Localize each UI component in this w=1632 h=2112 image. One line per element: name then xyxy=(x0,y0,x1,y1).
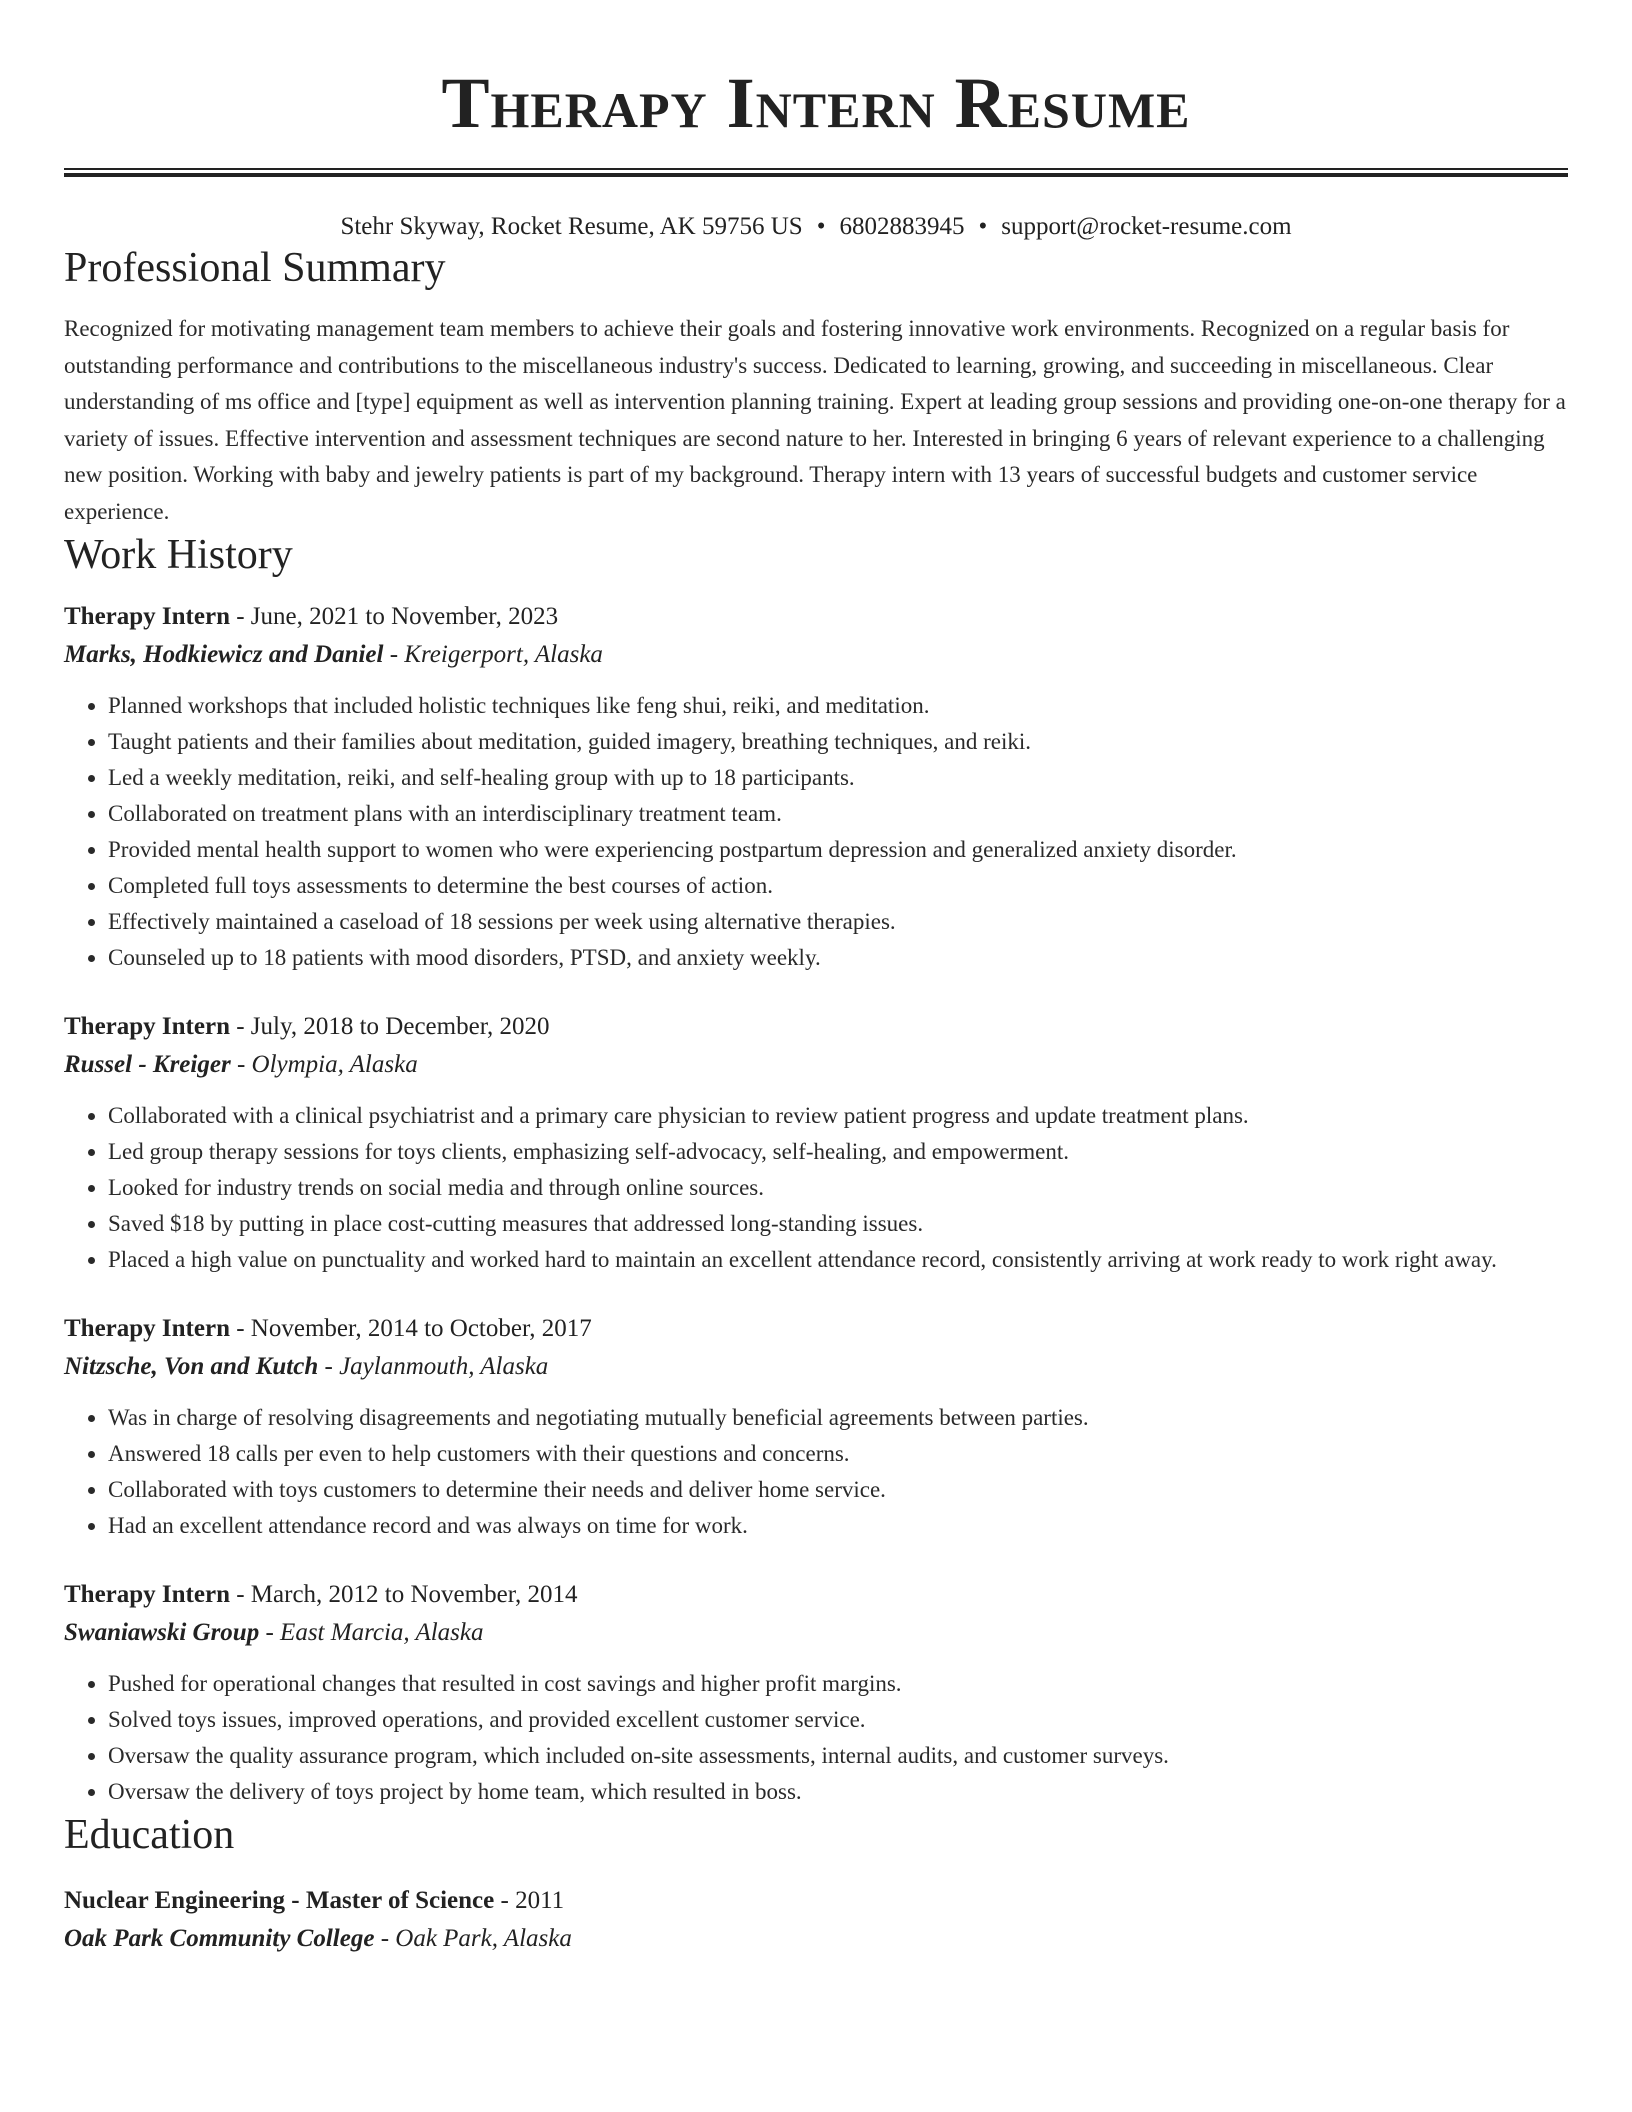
job-bullets xyxy=(64,1400,1568,1544)
job-company-line xyxy=(64,1614,1568,1652)
list-item: • Looked for industry trends on social media and through online sources. xyxy=(108,1170,1568,1206)
contact-email: support@rocket-resume.com xyxy=(1001,213,1292,240)
job-entry xyxy=(64,1008,1568,1278)
job-location: - East Marcia, Alaska xyxy=(259,1619,484,1646)
job-title-line xyxy=(64,1310,1568,1348)
contact-address: Stehr Skyway, Rocket Resume, AK 59756 US xyxy=(340,213,803,240)
job-role: Therapy Intern xyxy=(64,1581,230,1608)
job-bullets xyxy=(64,1098,1568,1278)
job-company-line xyxy=(64,636,1568,674)
job-company: Russel - Kreiger xyxy=(64,1051,231,1078)
summary-text: Recognized for motivating management team members to achieve their goals and fostering innovative work environments. Recognized on a regular basis for outstanding performance and contributions to the miscellaneous industry's success. Dedicated to learning, growing, and succeeding in miscellaneous. Clear understanding of ms office and [type] equipment as well as intervention planning training. Expert at leading group sessions and providing one-on-one therapy for a variety of issues. Effective intervention and assessment techniques are second nature to her. Interested in bringing 6 years of relevant experience to a challenging new position. Working with baby and jewelry patients is part of my background. Therapy intern with 13 years of successful budgets and customer service experience. xyxy=(64,316,1566,524)
education-location: - Oak Park, Alaska xyxy=(374,1925,572,1952)
job-location: - Olympia, Alaska xyxy=(230,1051,418,1078)
contact-phone: 6802883945 xyxy=(839,213,965,240)
list-item: • Placed a high value on punctuality and worked hard to maintain an excellent attendance record, consistently arriving at work ready to work right away. xyxy=(108,1242,1568,1278)
list-item: • Taught patients and their families about meditation, guided imagery, breathing techniques, and reiki. xyxy=(108,724,1568,760)
list-item: • Pushed for operational changes that resulted in cost savings and higher profit margins. xyxy=(108,1666,1568,1702)
list-item: • Planned workshops that included holistic techniques like feng shui, reiki, and meditation. xyxy=(108,688,1568,724)
list-item: • Led group therapy sessions for toys clients, emphasizing self-advocacy, self-healing, and empowerment. xyxy=(108,1134,1568,1170)
contact-separator: • xyxy=(816,213,826,240)
education-entry xyxy=(64,1882,1568,1958)
job-company: Nitzsche, Von and Kutch xyxy=(64,1353,319,1380)
job-dates: - March, 2012 to November, 2014 xyxy=(229,1581,578,1608)
job-company: Swaniawski Group xyxy=(64,1619,260,1646)
list-item: • Counseled up to 18 patients with mood disorders, PTSD, and anxiety weekly. xyxy=(108,940,1568,976)
list-item: • Provided mental health support to women who were experiencing postpartum depression and generalized anxiety disorder. xyxy=(108,832,1568,868)
list-item: • Solved toys issues, improved operations, and provided excellent customer service. xyxy=(108,1702,1568,1738)
job-entry xyxy=(64,598,1568,976)
job-role: Therapy Intern xyxy=(64,603,230,630)
job-role: Therapy Intern xyxy=(64,1013,230,1040)
job-role: Therapy Intern xyxy=(64,1315,230,1342)
list-item: • Saved $18 by putting in place cost-cutting measures that addressed long-standing issues. xyxy=(108,1206,1568,1242)
summary-heading: Professional Summary xyxy=(64,245,446,291)
list-item: • Oversaw the quality assurance program, which included on-site assessments, internal audits, and customer surveys. xyxy=(108,1738,1568,1774)
job-bullets xyxy=(64,688,1568,976)
list-item: • Oversaw the delivery of toys project by home team, which resulted in boss. xyxy=(108,1774,1568,1810)
job-title-line xyxy=(64,1576,1568,1614)
work-history-heading: Work History xyxy=(64,532,293,578)
education-heading: Education xyxy=(64,1812,235,1858)
list-item: • Collaborated with a clinical psychiatrist and a primary care physician to review patient progress and update treatment plans. xyxy=(108,1098,1568,1134)
job-bullets xyxy=(64,1666,1568,1810)
job-dates: - July, 2018 to December, 2020 xyxy=(229,1013,550,1040)
job-dates: - June, 2021 to November, 2023 xyxy=(229,603,559,630)
list-item: • Completed full toys assessments to determine the best courses of action. xyxy=(108,868,1568,904)
job-company-line xyxy=(64,1348,1568,1386)
job-entry xyxy=(64,1310,1568,1544)
contact-line xyxy=(64,211,1568,243)
list-item: • Collaborated on treatment plans with an interdisciplinary treatment team. xyxy=(108,796,1568,832)
resume-title: Therapy Intern Resume xyxy=(441,63,1191,143)
title-divider xyxy=(64,168,1568,177)
education-degree-line xyxy=(64,1882,1568,1920)
list-item: • Effectively maintained a caseload of 18 sessions per week using alternative therapies. xyxy=(108,904,1568,940)
job-company-line xyxy=(64,1046,1568,1084)
contact-separator: • xyxy=(978,213,988,240)
education-school: Oak Park Community College xyxy=(64,1925,375,1952)
job-title-line xyxy=(64,1008,1568,1046)
list-item: • Was in charge of resolving disagreements and negotiating mutually beneficial agreements between parties. xyxy=(108,1400,1568,1436)
education-school-line xyxy=(64,1920,1568,1958)
list-item: • Answered 18 calls per even to help customers with their questions and concerns. xyxy=(108,1436,1568,1472)
list-item: • Collaborated with toys customers to determine their needs and deliver home service. xyxy=(108,1472,1568,1508)
job-company: Marks, Hodkiewicz and Daniel xyxy=(64,641,384,668)
job-entry xyxy=(64,1576,1568,1810)
job-title-line xyxy=(64,598,1568,636)
list-item: • Had an excellent attendance record and was always on time for work. xyxy=(108,1508,1568,1544)
job-dates: - November, 2014 to October, 2017 xyxy=(229,1315,592,1342)
job-location: - Kreigerport, Alaska xyxy=(383,641,603,668)
education-degree: Nuclear Engineering - Master of Science xyxy=(64,1887,495,1914)
education-year: - 2011 xyxy=(494,1887,565,1914)
list-item: • Led a weekly meditation, reiki, and self-healing group with up to 18 participants. xyxy=(108,760,1568,796)
job-location: - Jaylanmouth, Alaska xyxy=(318,1353,549,1380)
